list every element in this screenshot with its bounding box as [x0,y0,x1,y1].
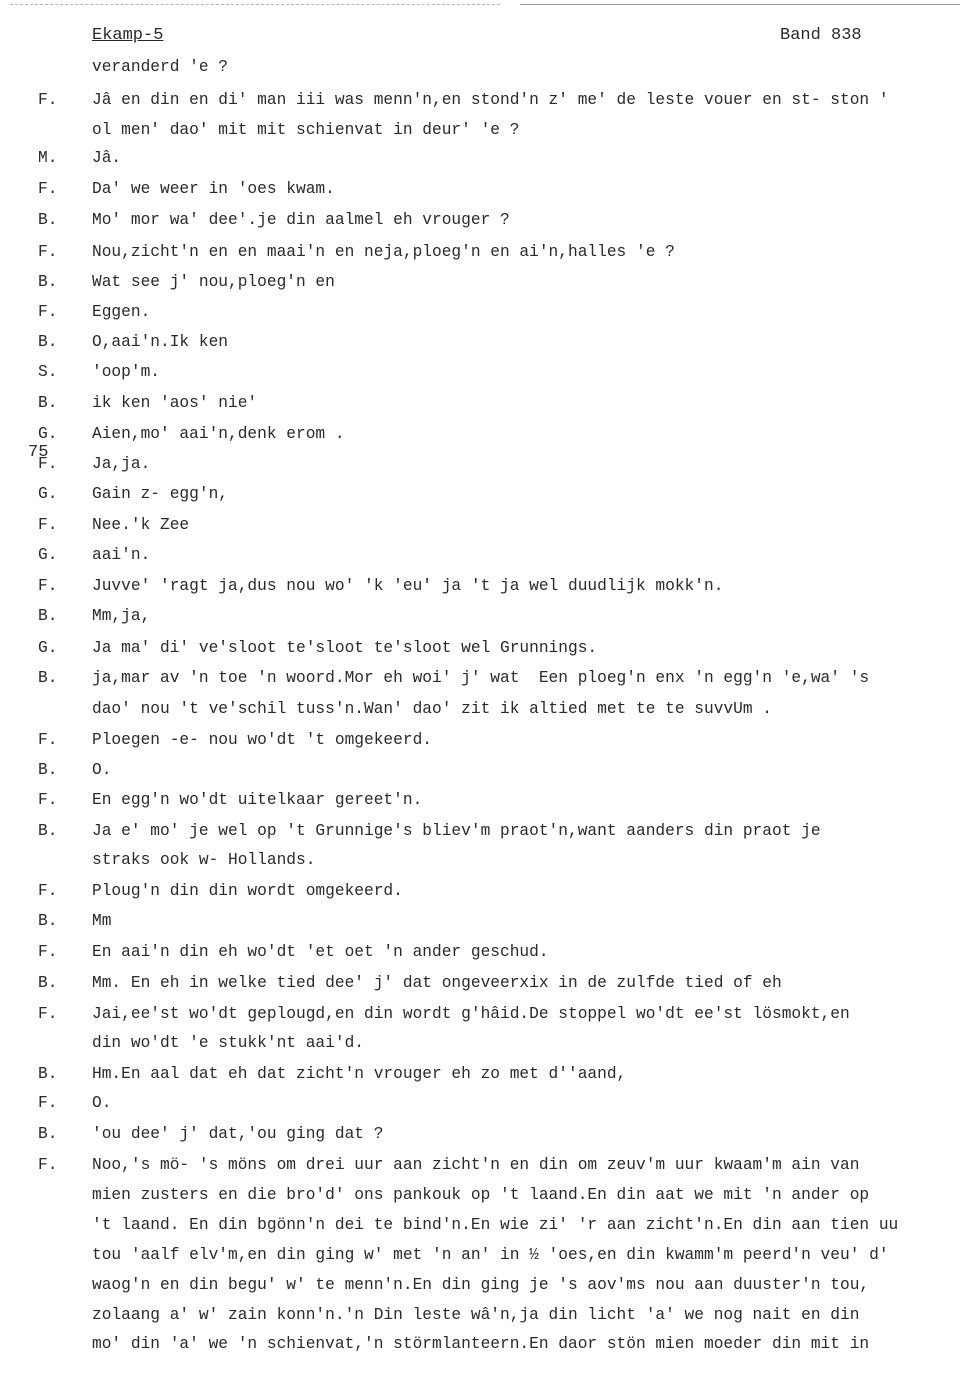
utterance-text: En aai'n din eh wo'dt 'et oet 'n ander geschud. [92,943,549,961]
transcript-line [0,819,966,843]
transcript-line [0,788,966,812]
utterance-text: Mm [92,912,112,930]
speaker-label: F. [38,243,58,261]
speaker-label: B. [38,394,58,412]
speaker-label: F. [38,577,58,595]
transcript-line [0,146,966,170]
speaker-label: B. [38,912,58,930]
transcript-line [0,452,966,476]
transcript-line [0,1091,966,1115]
utterance-text: aai'n. [92,546,151,564]
speaker-label: G. [38,639,58,657]
speaker-label: B. [38,761,58,779]
transcript-line [0,1303,966,1327]
transcript-line [0,636,966,660]
utterance-text: zolaang a' w' zain konn'n.'n Din leste wâ'n,ja din licht 'a' we nog nait en din [92,1306,860,1324]
utterance-text: ik ken 'aos' nie' [92,394,258,412]
speaker-label: B. [38,1065,58,1083]
speaker-label: F. [38,516,58,534]
utterance-text: Mm,ja, [92,607,151,625]
utterance-text: Ja ma' di' ve'sloot te'sloot te'sloot wel Grunnings. [92,639,598,657]
utterance-text: Nou,zicht'n en en maai'n en neja,ploeg'n en ai'n,halles 'e ? [92,243,675,261]
speaker-label: F. [38,303,58,321]
utterance-text: Jâ. [92,149,122,167]
speaker-label: F. [38,180,58,198]
transcript-line [0,574,966,598]
transcript-line [0,240,966,264]
utterance-text: Ploug'n din din wordt omgekeerd. [92,882,403,900]
speaker-label: F. [38,91,58,109]
transcript-line [0,55,966,79]
utterance-text: Ja,ja. [92,455,151,473]
transcript-line [0,697,966,721]
utterance-text: ja,mar av 'n toe 'n woord.Mor eh woi' j' wat Een ploeg'n enx 'n egg'n 'e,wa' 's [92,669,870,687]
transcript-line [0,940,966,964]
transcript-line [0,330,966,354]
speaker-label: B. [38,333,58,351]
speaker-label: S. [38,363,58,381]
transcript-line [0,1031,966,1055]
utterance-text: din wo'dt 'e stukk'nt aai'd. [92,1034,364,1052]
speaker-label: F. [38,1094,58,1112]
utterance-text: Wat see j' nou,ploeg'n en [92,273,335,291]
utterance-text: straks ook w- Hollands. [92,851,316,869]
transcript-line [0,270,966,294]
speaker-label: F. [38,1005,58,1023]
speaker-label: B. [38,607,58,625]
transcript-line [0,208,966,232]
speaker-label: F. [38,455,58,473]
transcript-line [0,118,966,142]
transcript-line [0,971,966,995]
transcript-line [0,543,966,567]
speaker-label: G. [38,425,58,443]
transcript-line [0,728,966,752]
speaker-label: G. [38,546,58,564]
transcript-line [0,1183,966,1207]
utterance-text: O. [92,1094,112,1112]
utterance-text: Ploegen -e- nou wo'dt 't omgekeerd. [92,731,432,749]
transcript-line [0,482,966,506]
transcript-line [0,1002,966,1026]
utterance-text: Hm.En aal dat eh dat zicht'n vrouger eh zo met d''aand, [92,1065,627,1083]
transcript-line [0,1122,966,1146]
utterance-text: mo' din 'a' we 'n schienvat,'n störmlanteern.En daor stön mien moeder din mit in [92,1335,870,1353]
speaker-label: F. [38,1156,58,1174]
margin-page-number: 75 [28,443,49,462]
utterance-text: Mm. En eh in welke tied dee' j' dat ongeveerxix in de zulfde tied of eh [92,974,782,992]
speaker-label: M. [38,149,58,167]
transcript-line [0,422,966,446]
utterance-text: Mo' mor wa' dee'.je din aalmel eh vrouger ? [92,211,510,229]
transcript-line [0,360,966,384]
utterance-text: Ja e' mo' je wel op 't Grunnige's bliev'm praot'n,want aanders din praot je [92,822,821,840]
speaker-label: B. [38,211,58,229]
utterance-text: Noo,'s mö- 's möns om drei uur aan zicht'n en din om zeuv'm uur kwaam'm ain van [92,1156,860,1174]
utterance-text: veranderd 'e ? [92,58,228,76]
transcript-line [0,758,966,782]
transcript-line [0,604,966,628]
speaker-label: F. [38,882,58,900]
transcript-line [0,300,966,324]
utterance-text: ol men' dao' mit mit schienvat in deur' 'e ? [92,121,520,139]
utterance-text: Juvve' 'ragt ja,dus nou wo' 'k 'eu' ja 't ja wel duudlijk mokk'n. [92,577,724,595]
speaker-label: B. [38,974,58,992]
utterance-text: Da' we weer in 'oes kwam. [92,180,335,198]
top-rule [520,4,960,5]
speaker-label: B. [38,273,58,291]
tape-number: Band 838 [780,26,862,45]
utterance-text: Aien,mo' aai'n,denk erom . [92,425,345,443]
utterance-text: Gain z- egg'n, [92,485,228,503]
utterance-text: Jai,ee'st wo'dt geplougd,en din wordt g'hâid.De stoppel wo'dt ee'st lösmokt,en [92,1005,850,1023]
utterance-text: dao' nou 't ve'schil tuss'n.Wan' dao' zit ik altied met te te suvvUm . [92,700,772,718]
speaker-label: G. [38,485,58,503]
utterance-text: Eggen. [92,303,151,321]
speaker-label: F. [38,791,58,809]
utterance-text: tou 'aalf elv'm,en din ging w' met 'n an' in ½ 'oes,en din kwamm'm peerd'n veu' d' [92,1246,889,1264]
transcript-line [0,666,966,690]
transcript-line [0,177,966,201]
speaker-label: B. [38,669,58,687]
utterance-text: Jâ en din en di' man iii was menn'n,en stond'n z' me' de leste vouer en st- ston ' [92,91,889,109]
transcript-line [0,1213,966,1237]
transcript-line [0,848,966,872]
utterance-text: 't laand. En din bgönn'n dei te bind'n.En wie zi' 'r aan zicht'n.En din aan tien uu [92,1216,899,1234]
utterance-text: waog'n en din begu' w' te menn'n.En din ging je 's aov'ms nou aan duuster'n tou, [92,1276,870,1294]
utterance-text: O,aai'n.Ik ken [92,333,228,351]
utterance-text: En egg'n wo'dt uitelkaar gereet'n. [92,791,423,809]
speaker-label: F. [38,943,58,961]
speaker-label: B. [38,1125,58,1143]
transcript-line [0,1153,966,1177]
utterance-text: 'ou dee' j' dat,'ou ging dat ? [92,1125,384,1143]
transcript-line [0,88,966,112]
transcript-line [0,1243,966,1267]
transcript-line [0,1062,966,1086]
document-id: Ekamp-5 [92,26,164,45]
speaker-label: B. [38,822,58,840]
transcript-line [0,1332,966,1356]
transcript-line [0,909,966,933]
utterance-text: Nee.'k Zee [92,516,190,534]
utterance-text: mien zusters en die bro'd' ons pankouk op 't laand.En din aat we mit 'n ander op [92,1186,870,1204]
top-dashed-rule [10,4,500,5]
transcript-line [0,1273,966,1297]
transcript-line [0,513,966,537]
transcript-line [0,391,966,415]
speaker-label: F. [38,731,58,749]
utterance-text: O. [92,761,112,779]
utterance-text: 'oop'm. [92,363,160,381]
transcript-line [0,879,966,903]
